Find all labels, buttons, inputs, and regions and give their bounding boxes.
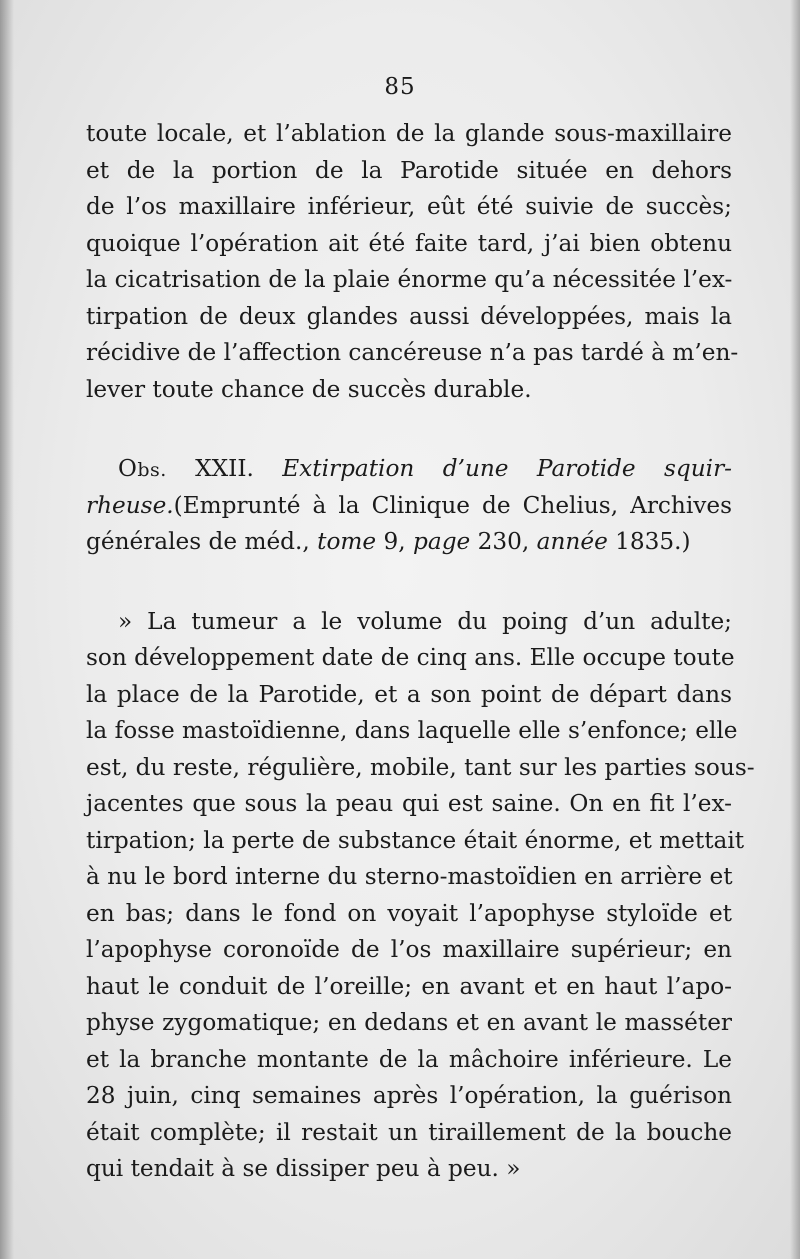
text-line: et de la portion de la Parotide située en dehors [86,156,732,184]
paragraph-gap [86,561,732,604]
quote-line: la fosse mastoïdienne, dans laquelle elle s’enfonce; elle [86,717,738,744]
observation-heading-line [86,451,732,488]
observation-title: Extirpation d’une Parotide squir- [282,455,732,482]
observation-citation-line: générales de méd., tome 9, page 230, année 1835.) [86,528,691,555]
observation-title-end: rheuse. [86,491,174,519]
quote-line: son développement date de cinq ans. Elle occupe toute [86,644,735,671]
quote-line: à nu le bord interne du sterno-mastoïdien en arrière et [86,863,733,890]
quote-line: en bas; dans le fond on voyait l’apophyse styloïde et [86,899,732,927]
quote-line: l’apophyse coronoïde de l’os maxillaire supérieur; en [86,936,732,963]
observation-number: XXII. [195,455,254,482]
quote-line: était complète; il restait un tiraillement de la bouche [86,1118,732,1146]
text-block [86,116,755,1188]
quote-line: » La tumeur a le volume du poing d’un adulte; [118,607,732,635]
page-left-shadow [0,0,14,1259]
quote-line: jacentes que sous la peau qui est saine. On en fit l’ex- [86,790,732,817]
observation-source-line [86,488,732,525]
quote-line: 28 juin, cinq semaines après l’opération, la guérison [86,1082,732,1109]
quote-line: tirpation; la perte de substance était énorme, et mettait [86,826,745,854]
quote-line: la place de la Parotide, et a son point de départ dans [86,680,732,708]
text-line: la cicatrisation de la plaie énorme qu’a nécessitée l’ex- [86,266,733,293]
quote-line: et la branche montante de la mâchoire inférieure. Le [86,1045,732,1073]
text-line: de l’os maxillaire inférieur, eût été suivie de succès; [86,193,732,220]
quote-line: haut le conduit de l’oreille; en avant et en haut l’apo- [86,972,732,1000]
text-line: quoique l’opération ait été faite tard, j’ai bien obtenu [86,229,732,257]
quote-line: est, du reste, régulière, mobile, tant sur les parties sous- [86,753,755,781]
text-line: tirpation de deux glandes aussi développées, mais la [86,302,732,330]
page-number: 85 [384,74,416,100]
observation-label: Obs. [118,456,167,482]
text-line: récidive de l’affection cancéreuse n’a pas tardé à m’en- [86,339,739,366]
text-line: toute locale, et l’ablation de la glande sous-maxillaire [86,120,732,147]
quote-line: physe zygomatique; en dedans et en avant le masséter [86,1009,732,1036]
observation-source: (Emprunté à la Clinique de Chelius, Archives [173,491,732,519]
text-line: lever toute chance de succès durable. [86,375,532,403]
quote-line: qui tendait à se dissiper peu à peu. » [86,1155,521,1182]
paragraph-gap [86,408,732,451]
page-right-shadow [790,0,800,1259]
